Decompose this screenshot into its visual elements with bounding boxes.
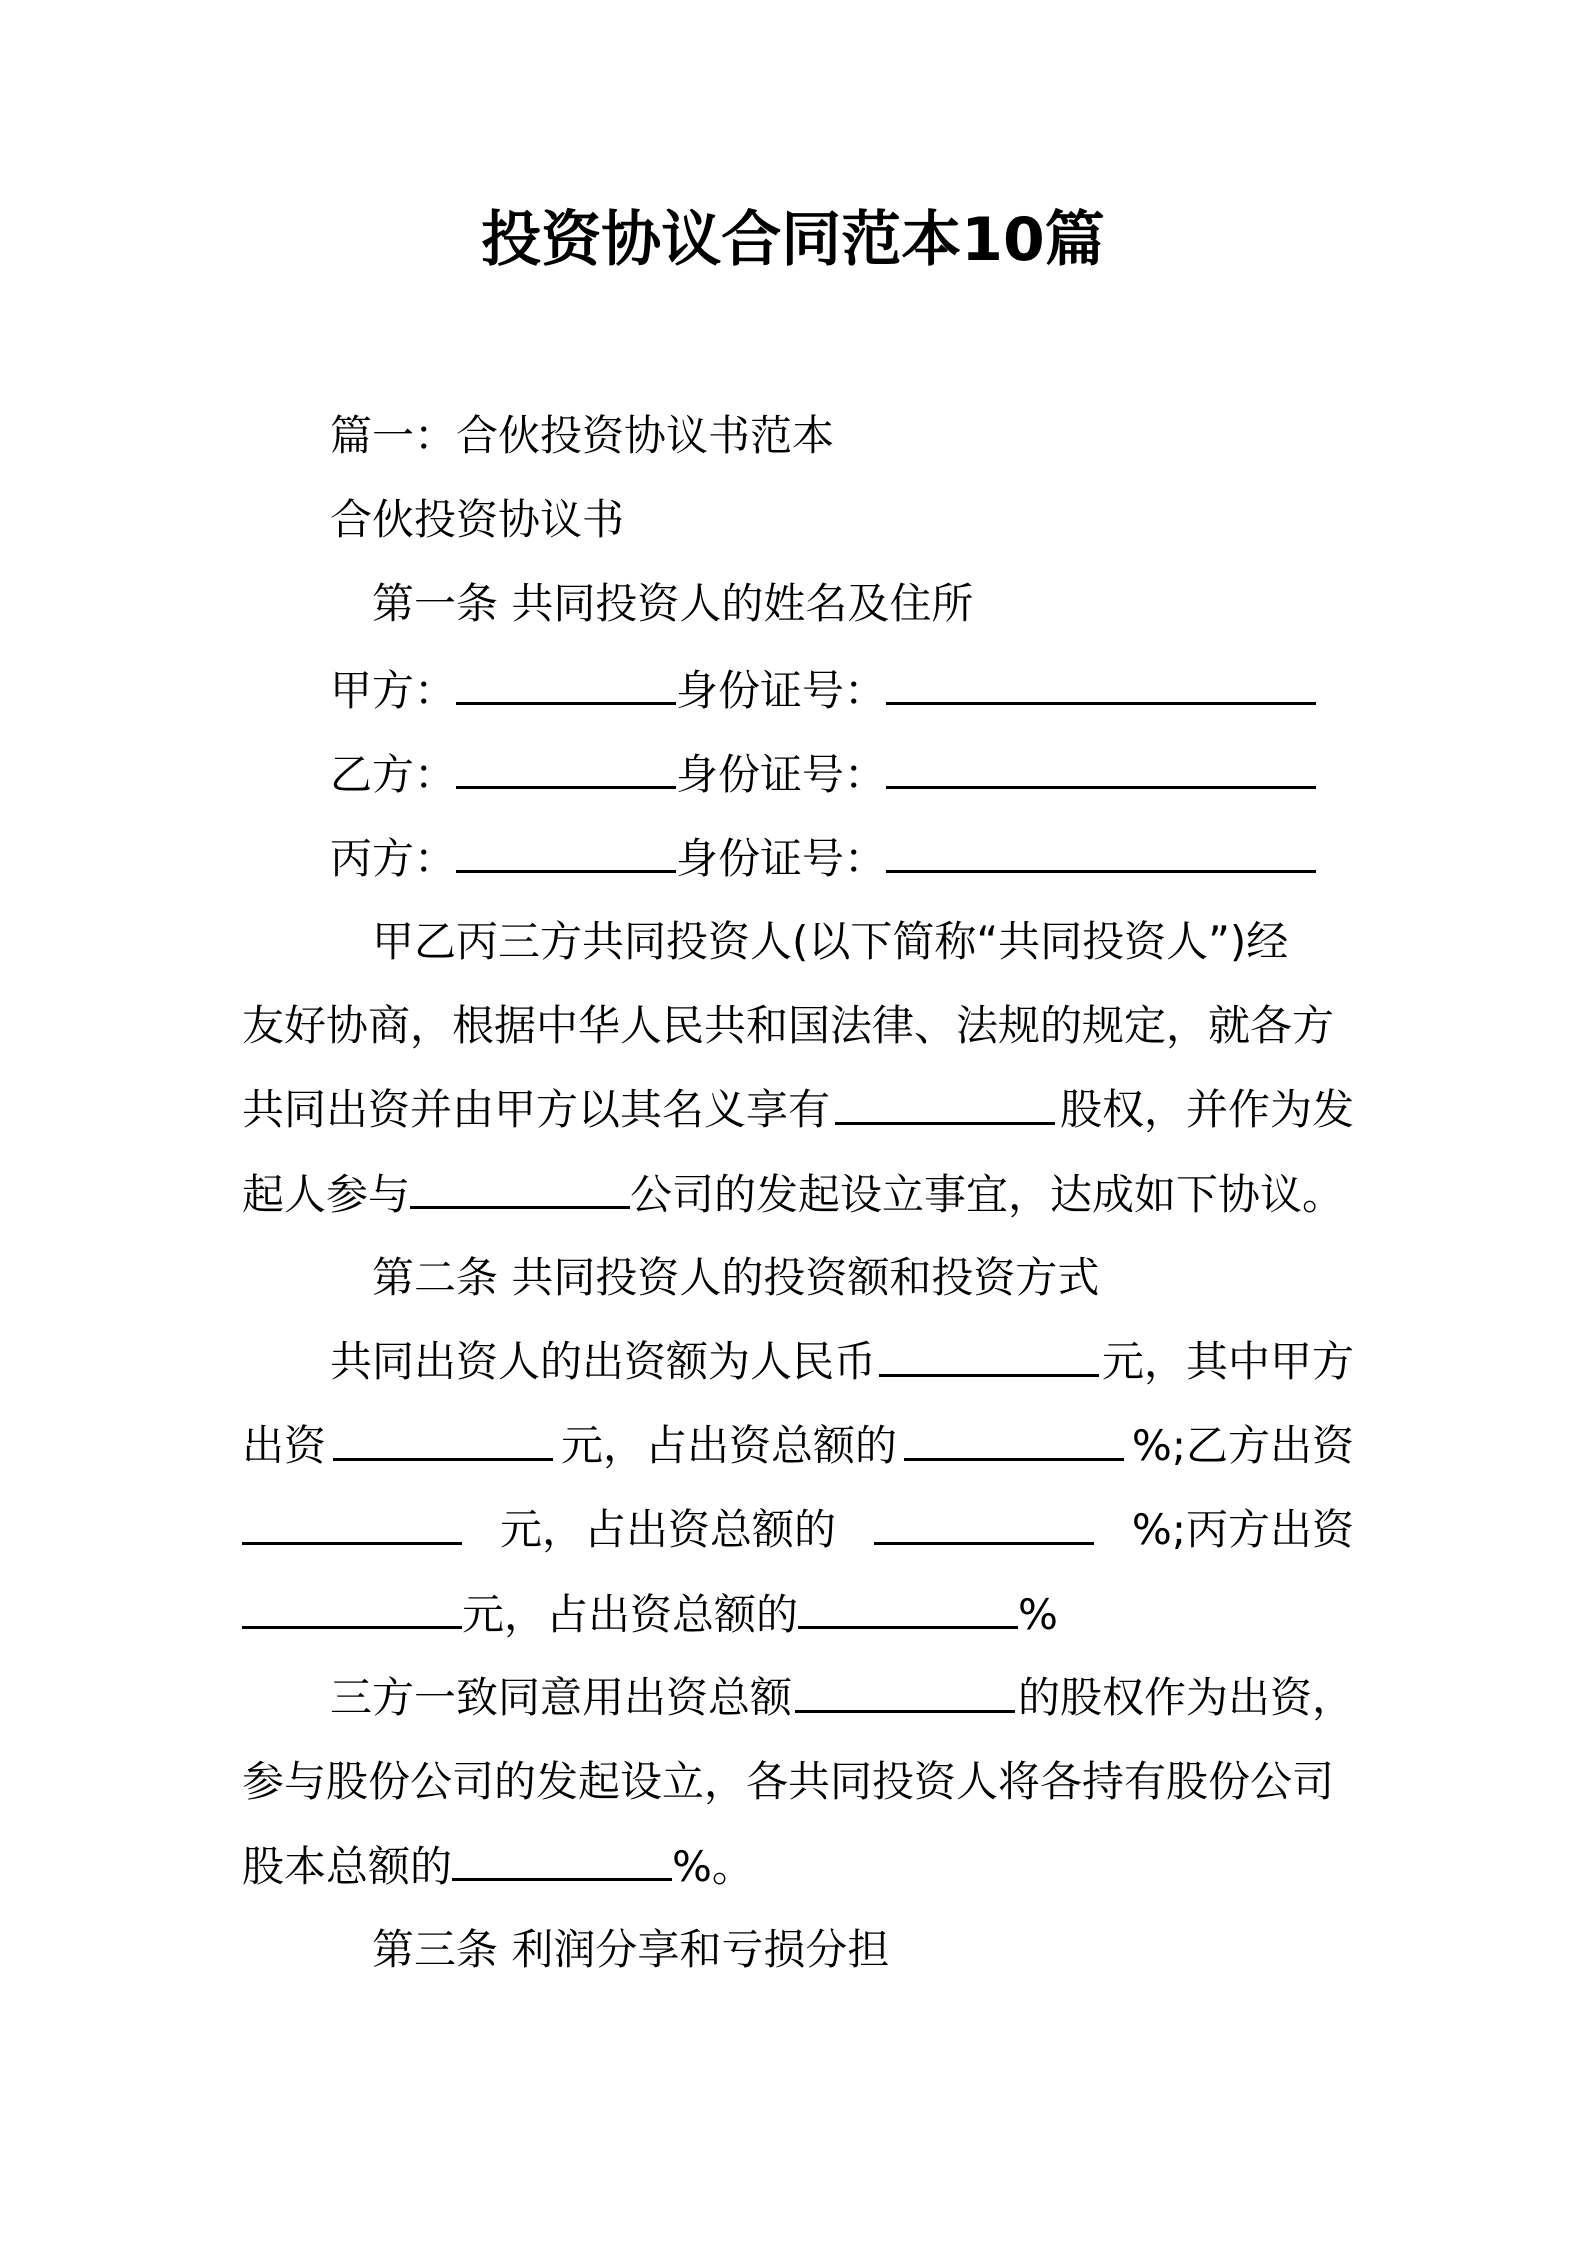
article2-line3-c: %;丙方出资: [1131, 1505, 1354, 1554]
party-b-id-label: 身份证号：: [676, 750, 887, 799]
para3-line3-a: 股本总额的: [242, 1842, 453, 1891]
agreement-name: 合伙投资协议书: [330, 495, 625, 544]
party-c-id-blank: [886, 830, 1316, 873]
party-b-name-blank: [456, 746, 676, 789]
party-c-line: [330, 830, 1316, 887]
para3-line3-b: %。: [672, 1842, 754, 1891]
para1-line4: [242, 1166, 1344, 1223]
party-c-amount-blank: [242, 1586, 462, 1629]
party-b-percent-blank: [874, 1502, 1094, 1545]
party-b-line: [330, 746, 1316, 803]
para3-line1-b: 的股权作为出资，: [1017, 1673, 1354, 1722]
party-c-name-blank: [456, 830, 676, 873]
article2-line4-c: %: [1018, 1590, 1058, 1639]
para1-line4-a: 起人参与: [242, 1170, 411, 1219]
equity-blank: [835, 1082, 1055, 1125]
article2-line2-a: 出资: [242, 1421, 327, 1470]
party-a-name-blank: [456, 662, 676, 705]
contribution-total-blank: [795, 1670, 1015, 1713]
para3-line2: 参与股份公司的发起设立，各共同投资人将各持有股份公司: [242, 1757, 1335, 1806]
company-blank: [410, 1166, 630, 1209]
article2-line4-b: 元，占出资总额的: [462, 1590, 799, 1639]
party-a-id-blank: [886, 662, 1316, 705]
article2-line1-b: 元，其中甲方: [1101, 1337, 1354, 1386]
article2-line2: [242, 1418, 1354, 1474]
article2-line3: [242, 1502, 1354, 1558]
share-percent-blank: [452, 1838, 672, 1881]
party-c-id-label: 身份证号：: [676, 834, 887, 883]
para1-line3: [242, 1082, 1354, 1138]
article2-line1: [330, 1334, 1354, 1390]
party-b-id-blank: [886, 746, 1316, 789]
article2-line4: [242, 1586, 1058, 1643]
party-c-label: 丙方：: [330, 834, 457, 883]
article2-line3-b: 元，占出资总额的: [499, 1505, 836, 1554]
article2-line1-a: 共同出资人的出资额为人民币: [330, 1337, 877, 1386]
party-a-line: [330, 662, 1316, 719]
party-a-id-label: 身份证号：: [676, 666, 887, 715]
party-b-amount-blank: [242, 1502, 462, 1545]
para1-line4-b: 公司的发起设立事宜，达成如下协议。: [630, 1170, 1345, 1219]
party-b-label: 乙方：: [330, 750, 457, 799]
para1-line3-b: 股权，并作为发: [1059, 1085, 1354, 1134]
party-a-percent-blank: [904, 1418, 1124, 1461]
para3-line3: [242, 1838, 754, 1895]
article-1-title: 第一条 共同投资人的姓名及住所: [372, 579, 974, 628]
document-title: 投资协议合同范本10篇: [481, 205, 1105, 275]
article2-line2-c: %;乙方出资: [1131, 1421, 1354, 1470]
article2-line2-b: 元，占出资总额的: [560, 1421, 897, 1470]
article-3-title: 第三条 利润分享和亏损分担: [372, 1925, 890, 1974]
party-a-amount-blank: [333, 1418, 553, 1461]
para1-line3-a: 共同出资并由甲方以其名义享有: [242, 1085, 831, 1134]
total-amount-blank: [879, 1334, 1099, 1377]
para1-line1: 甲乙丙三方共同投资人(以下简称“共同投资人”)经: [372, 917, 1289, 966]
article-2-title: 第二条 共同投资人的投资额和投资方式: [372, 1253, 1100, 1302]
para3-line1: [330, 1670, 1354, 1726]
para3-line1-a: 三方一致同意用出资总额: [330, 1673, 793, 1722]
section-heading: 篇一：合伙投资协议书范本: [330, 411, 835, 460]
party-c-percent-blank: [798, 1586, 1018, 1629]
party-a-label: 甲方：: [330, 666, 457, 715]
para1-line2: 友好协商，根据中华人民共和国法律、法规的规定，就各方: [242, 1001, 1335, 1050]
